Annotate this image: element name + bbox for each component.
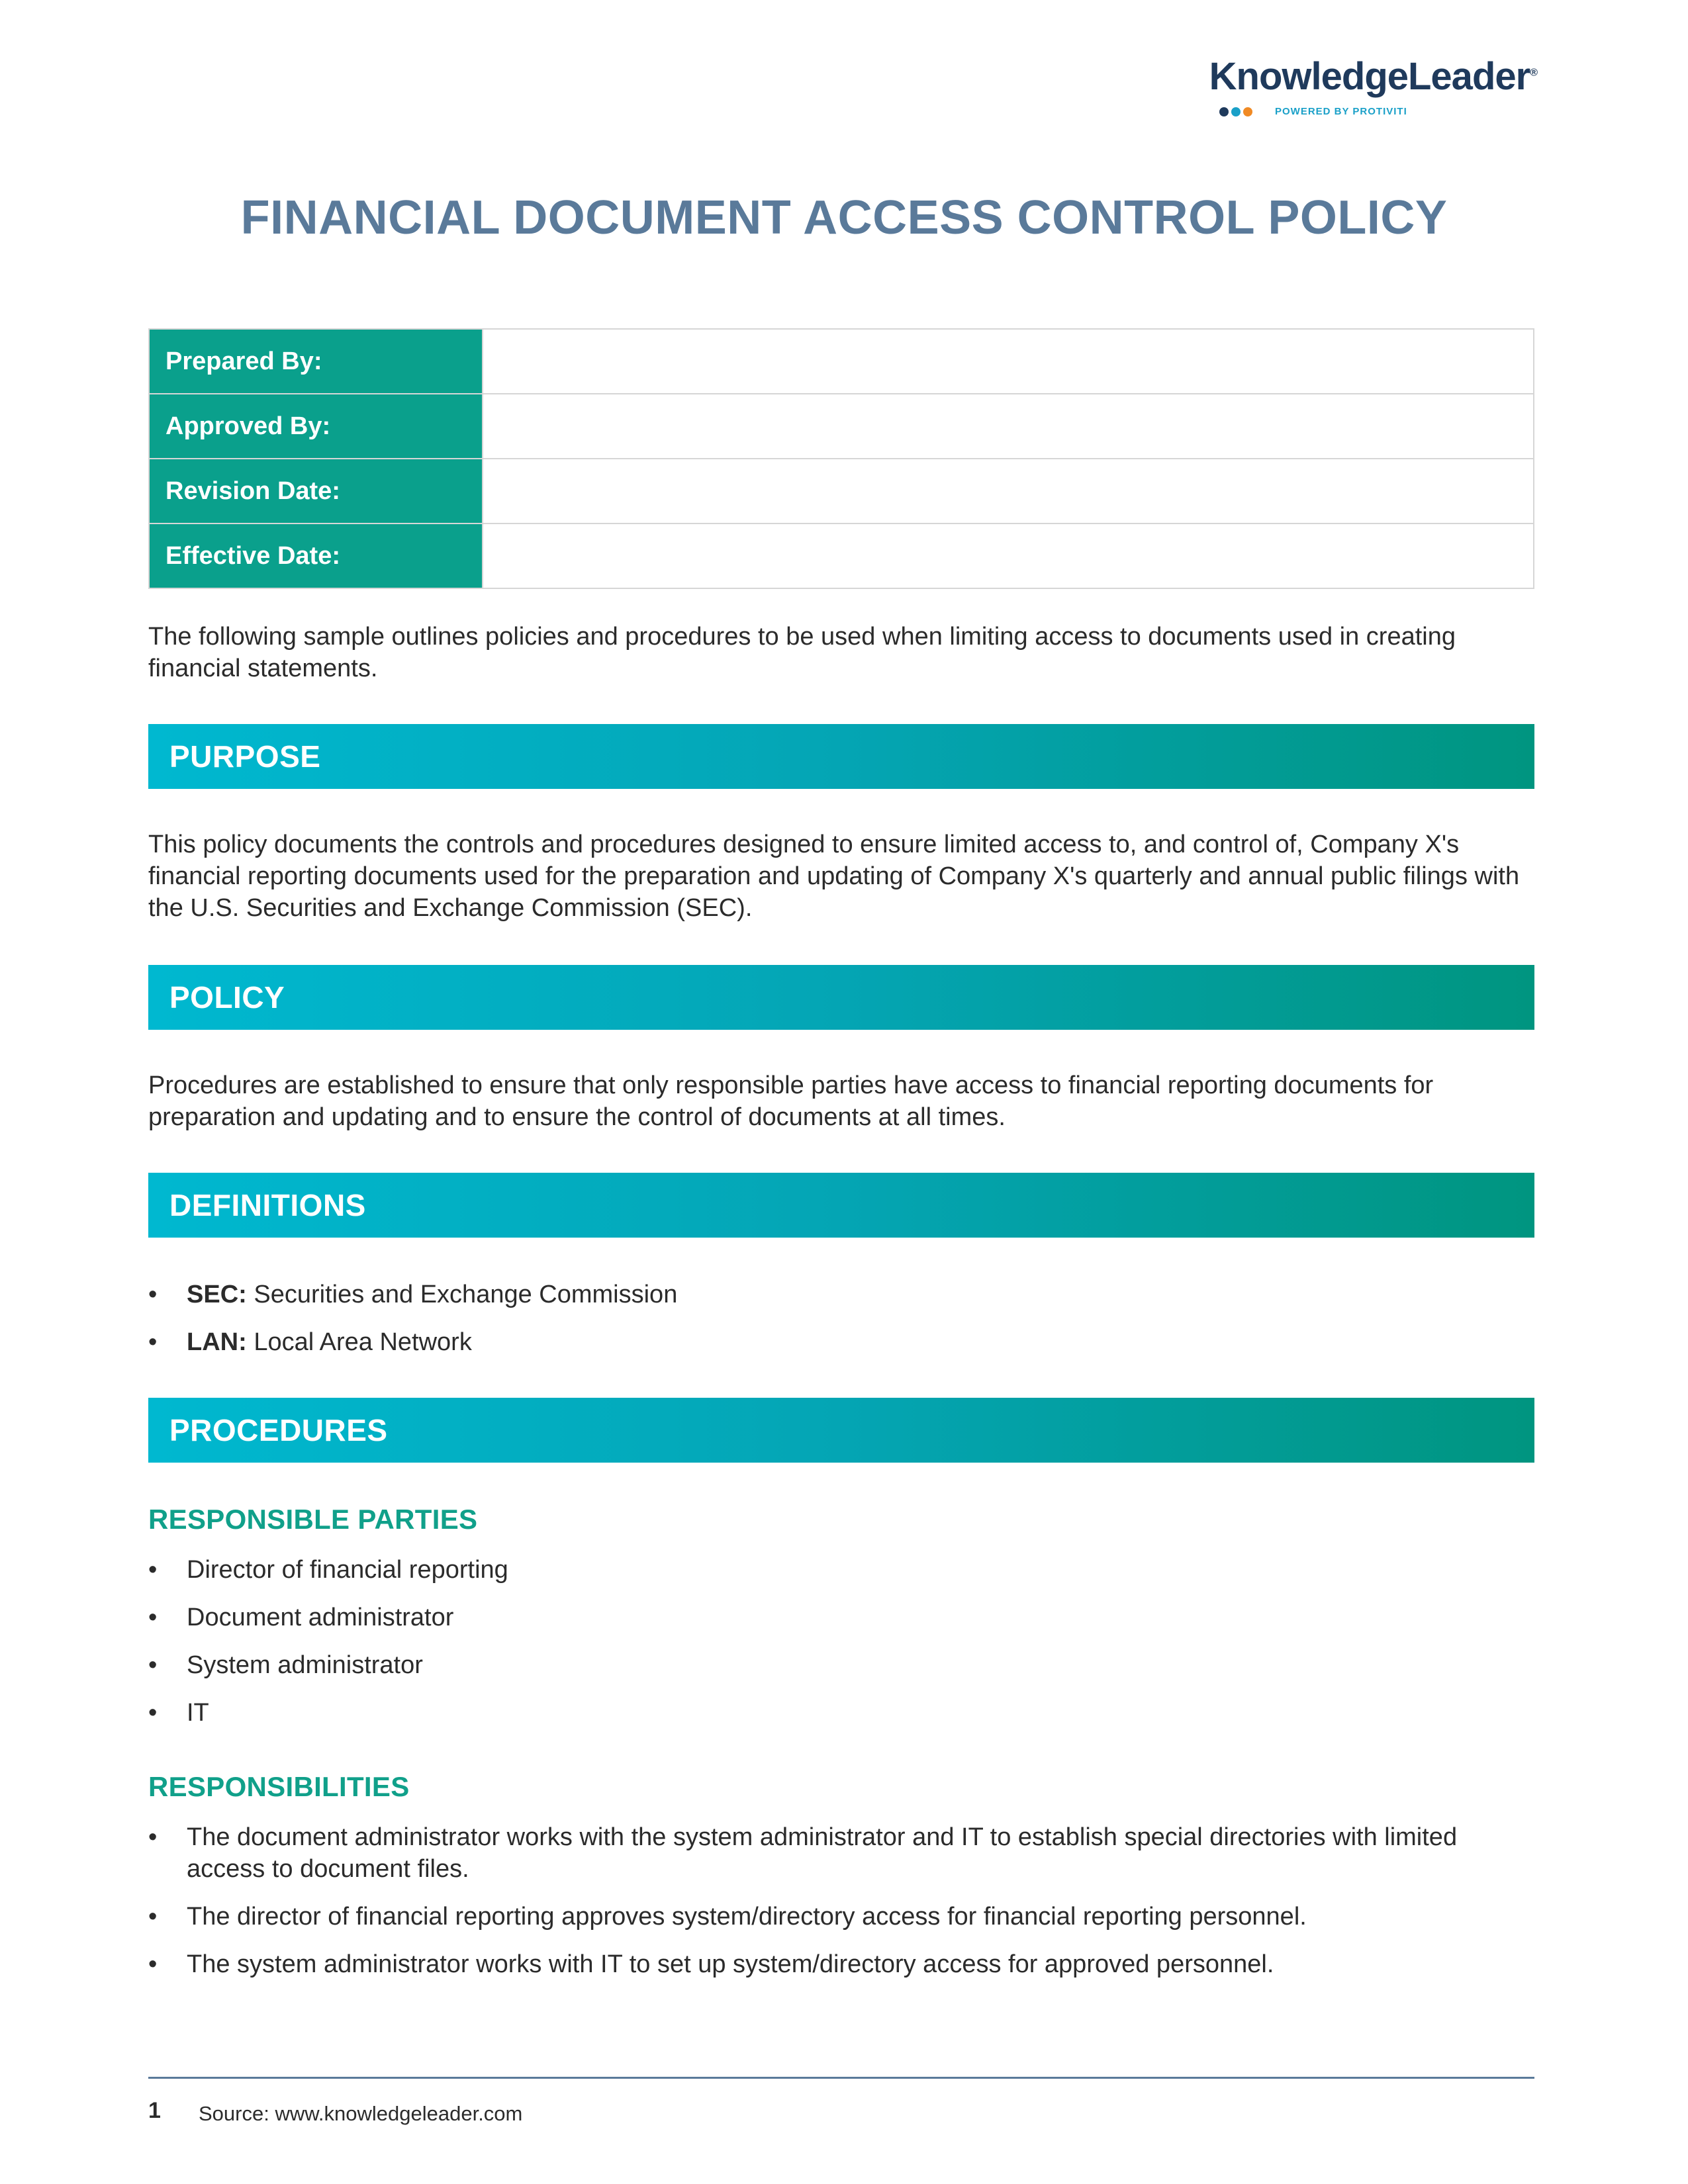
approved-by-value[interactable] [483,394,1534,459]
logo-dot [1243,107,1252,116]
prepared-by-value[interactable] [483,329,1534,394]
bullet-icon: • [148,1604,158,1631]
logo-dot [1219,107,1229,116]
bullet-icon: • [148,1950,158,1978]
purpose-heading: PURPOSE [148,724,1534,789]
table-row [149,329,1534,394]
logo-dots-icon [1219,107,1252,116]
source-link[interactable]: Source: www.knowledgeleader.com [199,2102,523,2125]
responsibilities-list [148,1821,1534,1996]
logo-dot [1231,107,1241,116]
list-item [148,1821,1534,1885]
table-row [149,394,1534,459]
policy-paragraph: Procedures are established to ensure that only responsible parties have access to financial reporting documents for preparation and updating and to ensure the control of documents at all times. [148,1071,1434,1131]
effective-date-label: Effective Date: [149,523,483,588]
revision-date-value[interactable] [483,459,1534,523]
intro-paragraph: The following sample outlines policies and procedures to be used when limiting access to documents used in creating financial statements. [148,623,1456,682]
definition-text: Securities and Exchange Commission [246,1281,678,1308]
policy-heading: POLICY [148,965,1534,1030]
list-item [148,1649,1534,1681]
list-item [148,1554,1534,1586]
list-item [148,1901,1534,1933]
responsible-parties-heading: RESPONSIBLE PARTIES [148,1504,478,1535]
document-title: FINANCIAL DOCUMENT ACCESS CONTROL POLICY [240,191,1448,244]
bullet-icon: • [148,1903,158,1931]
table-row [149,523,1534,588]
list-item [148,1697,1534,1729]
logo-wordmark: KnowledgeLeader [1209,55,1530,98]
list-item-text: The director of financial reporting approves system/directory access for financial reporting personnel. [187,1903,1307,1931]
logo-tagline: POWERED BY PROTIVITI [1275,106,1407,117]
bullet-icon: • [148,1556,158,1584]
table-row [149,459,1534,523]
revision-date-label: Revision Date: [149,459,483,523]
definitions-list [148,1279,1534,1374]
definition-term: SEC: [187,1281,247,1308]
knowledgeleader-logo [1209,54,1537,127]
responsibilities-heading: RESPONSIBILITIES [148,1771,410,1802]
list-item [148,1602,1534,1633]
definition-term: LAN: [187,1328,247,1356]
responsible-parties-list [148,1554,1534,1745]
list-item [148,1948,1534,1980]
footer-divider [148,2077,1534,2079]
definition-text: Local Area Network [246,1328,472,1356]
list-item-text: The system administrator works with IT to set up system/directory access for approved personnel. [187,1950,1274,1978]
list-item-text: Document administrator [187,1604,454,1631]
bullet-icon: • [148,1328,158,1356]
list-item-text: The document administrator works with the system administrator and IT to establish special directories with limited access to document files. [187,1823,1458,1883]
procedures-heading: PROCEDURES [148,1398,1534,1463]
prepared-by-label: Prepared By: [149,329,483,394]
document-info-table [148,328,1534,589]
list-item-text: System administrator [187,1651,423,1679]
list-item-text: IT [187,1699,209,1727]
definitions-heading: DEFINITIONS [148,1173,1534,1238]
bullet-icon: • [148,1823,158,1851]
list-item-text: Director of financial reporting [187,1556,508,1584]
effective-date-value[interactable] [483,523,1534,588]
bullet-icon: • [148,1281,158,1308]
bullet-icon: • [148,1699,158,1727]
approved-by-label: Approved By: [149,394,483,459]
bullet-icon: • [148,1651,158,1679]
page-number: 1 [148,2098,161,2123]
trademark-icon: ® [1530,67,1537,79]
list-item [148,1279,1534,1310]
purpose-paragraph: This policy documents the controls and procedures designed to ensure limited access to, and control of, Company X's financial reporting documents used for the preparation and updating of Company X's quarterly and annual public filings with the U.S. Securities and Exchange Commission (SEC). [148,831,1520,922]
list-item [148,1326,1534,1358]
